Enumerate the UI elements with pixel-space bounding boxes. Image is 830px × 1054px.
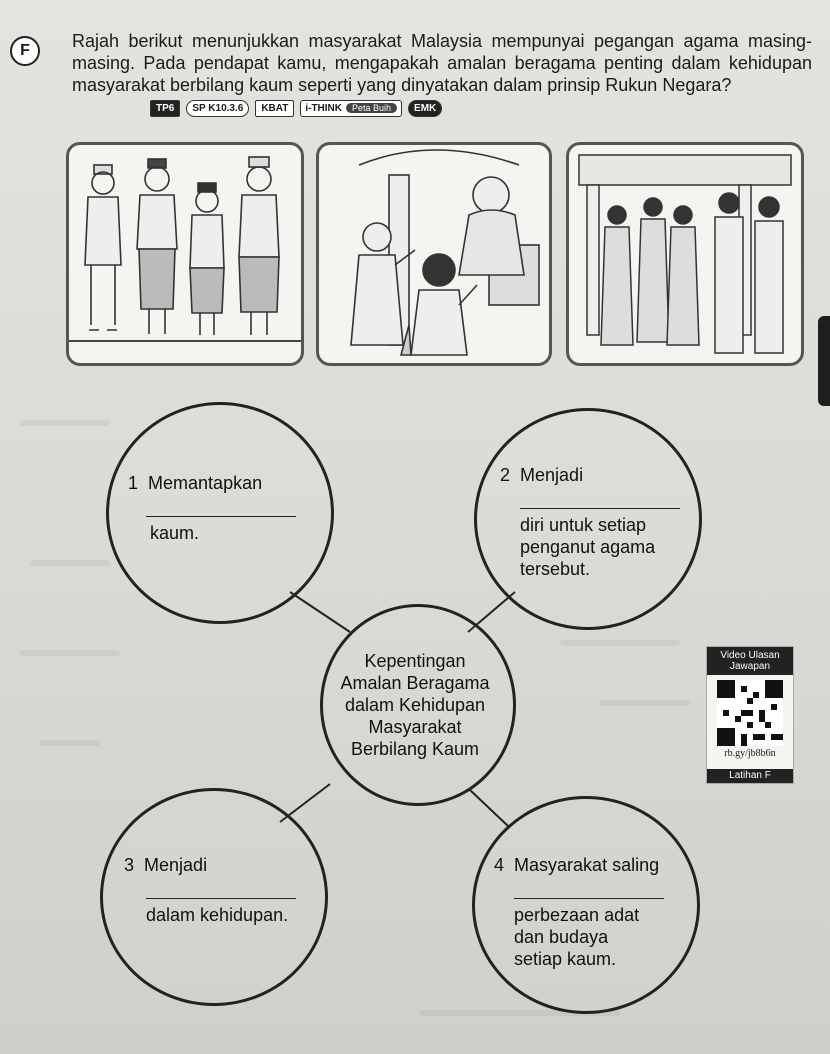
bubble-1-prompt: Memantapkan [148,473,263,493]
center-line-4: Masyarakat [368,717,462,737]
ithink-tag [300,100,402,117]
muslim-men-drawing [69,145,301,363]
kbat-tag: KBAT [255,100,294,117]
qr-title: Video Ulasan Jawapan [707,647,793,675]
bubble-4-text [494,854,684,970]
indian-temple-drawing [569,145,801,363]
bubble-2-text [500,464,680,580]
sp-tag: SP K10.3.6 [186,100,249,117]
bubble-4-end: perbezaan adat dan budaya setiap kaum. [514,905,640,969]
center-line-5: Berbilang Kaum [350,739,480,759]
illustration-temple-prayer [316,142,552,366]
illustration-muslim-men [66,142,304,366]
center-line-3: dalam Kehidupan [344,695,486,715]
bubble-2-number: 2 [500,465,511,485]
bubble-3-blank[interactable] [146,880,296,899]
bubble-2-blank[interactable] [520,490,680,509]
bubble-1-number: 1 [128,473,139,493]
bubble-2-prompt: Menjadi [520,465,584,485]
peta-label: Peta Buih [346,103,397,113]
qr-panel [706,646,794,784]
question-text: Rajah berikut menunjukkan masyarakat Malaysia mempunyai pegangan agama masing-masing. Pada pendapat kamu, mengapakah amalan beragama penting dalam kehidupan masyarakat berbilang kaum seperti yang dinyatakan dalam prinsip Rukun Negara? [72,31,812,95]
bubble-3-number: 3 [124,855,135,875]
bubble-2-end: diri untuk setiap penganut agama tersebut. [520,515,656,579]
temple-prayer-drawing [319,145,549,363]
bubble-3-text [124,854,304,926]
center-line-2: Amalan Beragama [340,673,490,693]
question-label: F [10,36,40,66]
bubble-3-end: dalam kehidupan. [146,905,289,925]
qr-footer: Latihan F [707,769,793,783]
qr-code-icon[interactable] [717,680,783,746]
bubble-3-prompt: Menjadi [144,855,208,875]
bubble-1-text [128,472,308,544]
skill-tags [150,100,442,117]
bubble-4-prompt: Masyarakat saling [514,855,660,875]
bubble-1-blank[interactable] [146,498,296,517]
bubble-1-end: kaum. [150,523,200,543]
center-line-1: Kepentingan [364,651,466,671]
qr-url[interactable]: rb.gy/jb8b6n [724,748,776,759]
emk-tag: EMK [408,100,442,117]
illustration-indian-temple [566,142,804,366]
bubble-4-blank[interactable] [514,880,664,899]
center-text [320,650,510,760]
bubble-4-number: 4 [494,855,505,875]
ithink-label: i-THINK [305,103,343,114]
tp-tag: TP6 [150,100,180,117]
